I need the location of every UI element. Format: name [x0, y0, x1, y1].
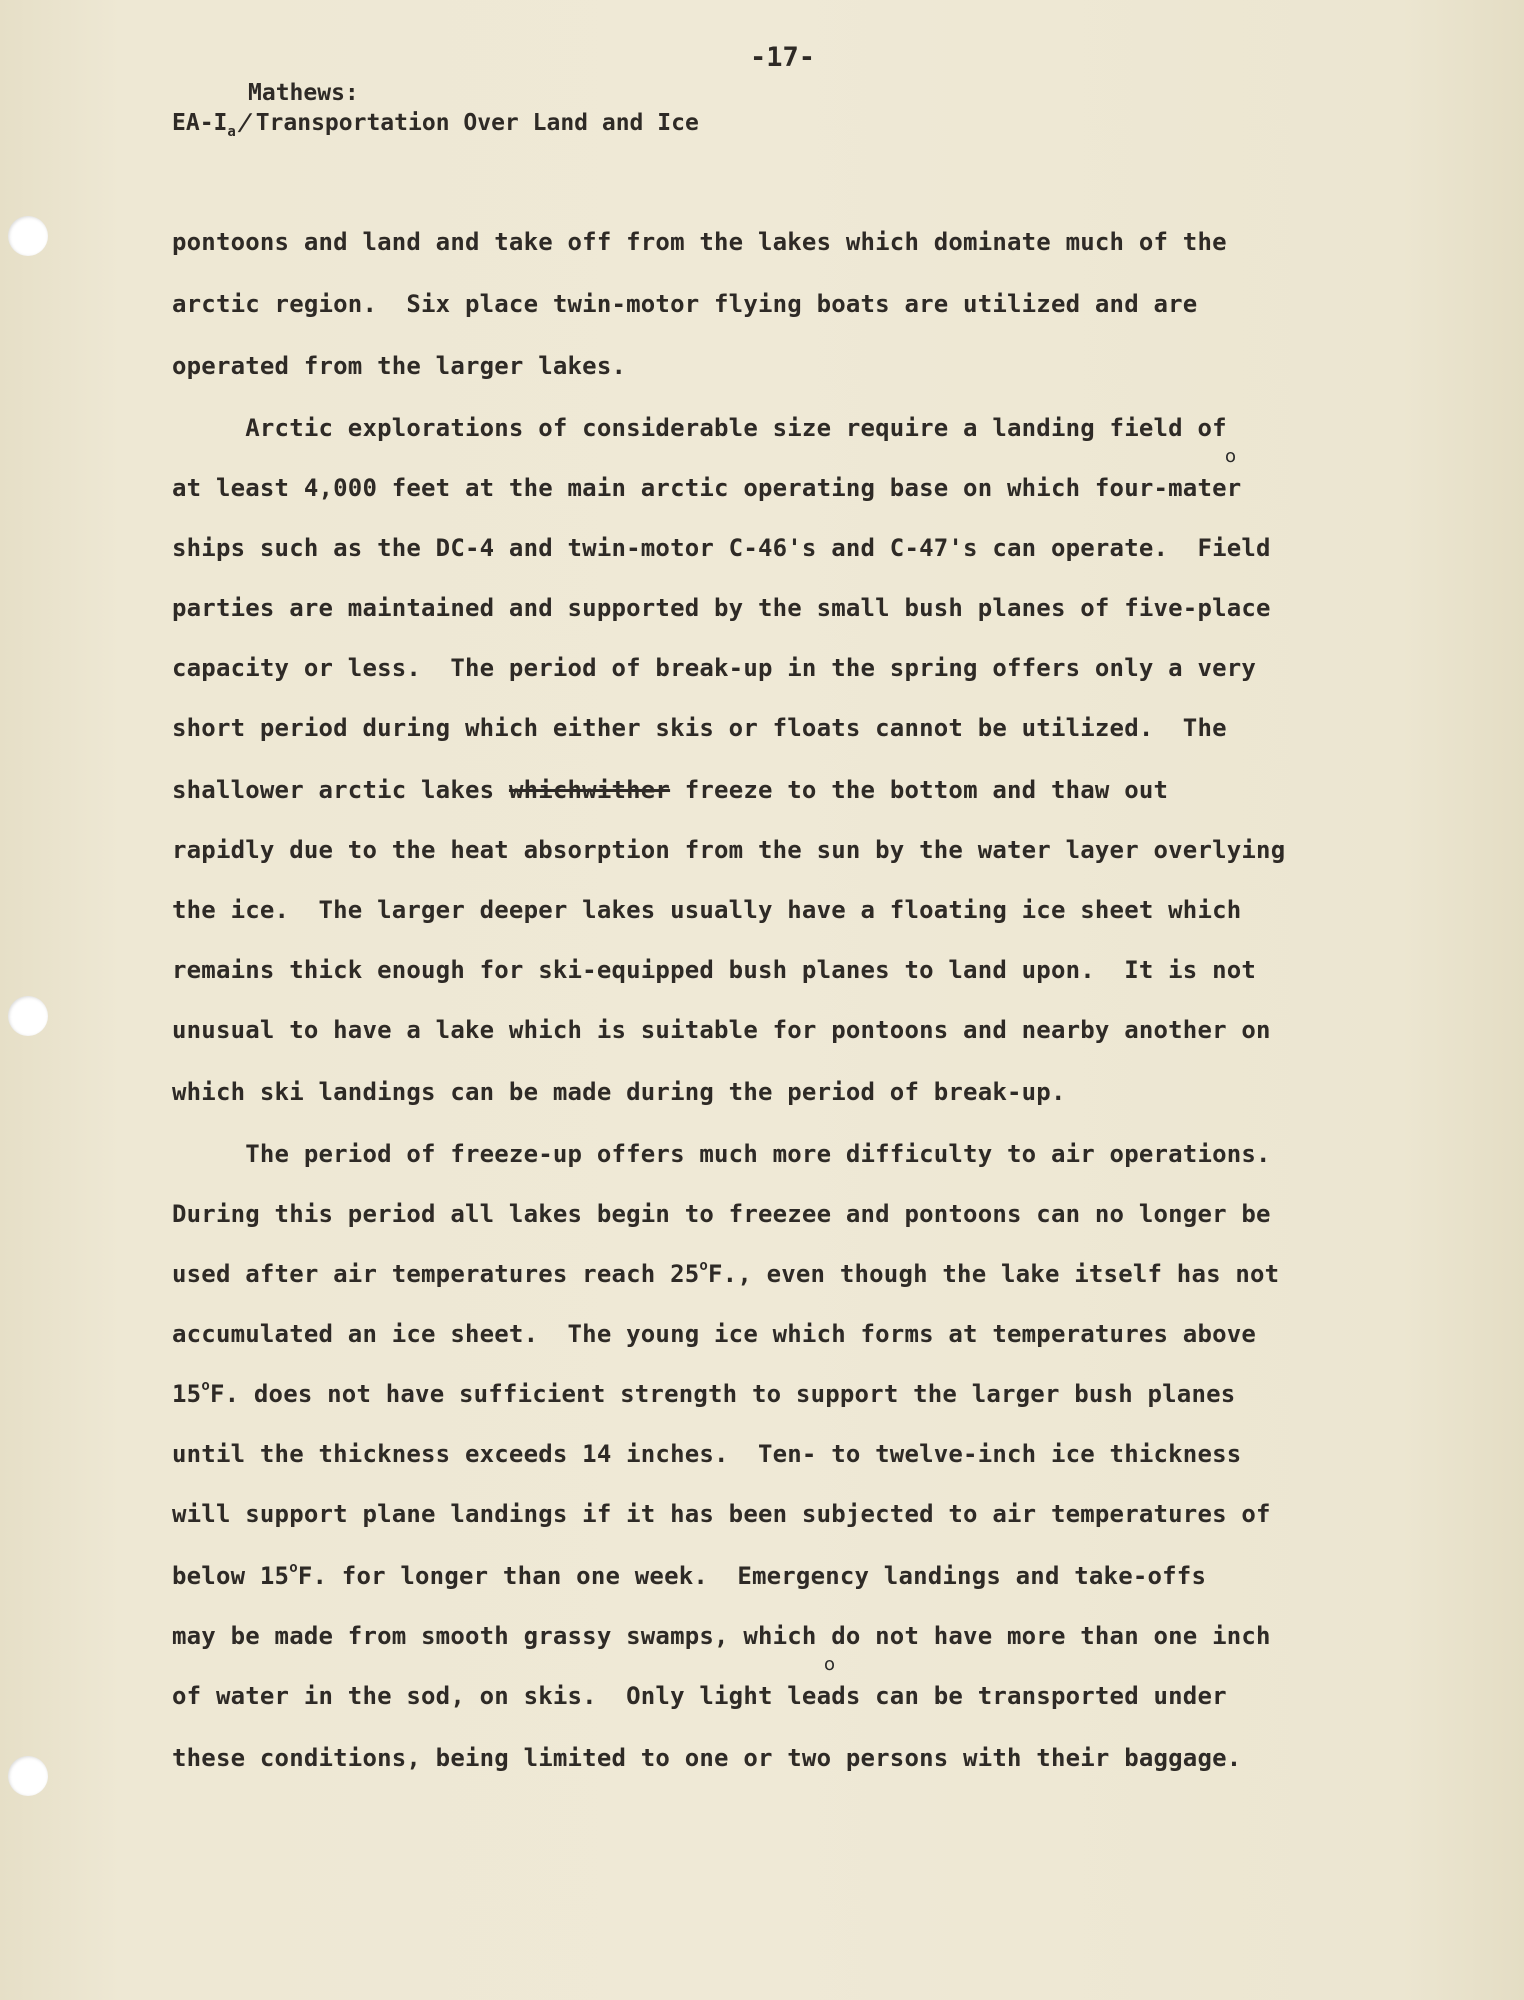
body-line: these conditions, being limited to one or two persons with their baggage.: [172, 1744, 1242, 1772]
line-text: freeze to the bottom and thaw out: [670, 776, 1169, 804]
degree-sign: o: [289, 1560, 298, 1576]
line-text: 15: [172, 1380, 202, 1408]
handwritten-correction-loads: o: [824, 1654, 836, 1675]
body-line: until the thickness exceeds 14 inches. Ten- to twelve-inch ice thickness: [172, 1440, 1242, 1468]
body-line: [172, 1562, 1352, 1590]
handwritten-correction-motor: o: [1225, 446, 1237, 467]
body-line: pontoons and land and take off from the lakes which dominate much of the: [172, 228, 1227, 256]
section-code-subscript: a: [227, 124, 236, 140]
body-line: ships such as the DC-4 and twin-motor C-46's and C-47's can operate. Field: [172, 534, 1271, 562]
body-line: may be made from smooth grassy swamps, which do not have more than one inch: [172, 1622, 1271, 1650]
line-text: F. for longer than one week. Emergency landings and take-offs: [297, 1562, 1207, 1590]
punch-hole-top: [8, 216, 48, 256]
body-line: capacity or less. The period of break-up in the spring offers only a very: [172, 654, 1257, 682]
body-line: [172, 1260, 1352, 1288]
handwritten-slash: /: [235, 110, 254, 136]
body-line: remains thick enough for ski-equipped bush planes to land upon. It is not: [172, 956, 1257, 984]
body-line: Arctic explorations of considerable size require a landing field of: [172, 414, 1227, 442]
body-line: operated from the larger lakes.: [172, 352, 627, 380]
body-line: accumulated an ice sheet. The young ice which forms at temperatures above: [172, 1320, 1257, 1348]
degree-sign: o: [699, 1258, 709, 1274]
page-number: -17-: [750, 42, 816, 73]
line-text: used after air temperatures reach 25: [172, 1260, 700, 1288]
line-text: below 15: [172, 1562, 290, 1590]
body-line: of water in the sod, on skis. Only light leads can be transported under: [172, 1682, 1227, 1710]
body-line: parties are maintained and supported by the small bush planes of five-place: [172, 594, 1271, 622]
body-line: at least 4,000 feet at the main arctic operating base on which four-mater: [172, 474, 1242, 502]
section-title: Transportation Over Land and Ice: [255, 110, 699, 136]
body-line: which ski landings can be made during the period of break-up.: [172, 1078, 1066, 1106]
body-line: the ice. The larger deeper lakes usually have a floating ice sheet which: [172, 896, 1242, 924]
body-line: [172, 776, 1352, 804]
line-text: shallower arctic lakes: [172, 776, 509, 804]
body-line: arctic region. Six place twin-motor flying boats are utilized and are: [172, 290, 1198, 318]
body-line: [172, 1380, 1352, 1408]
body-line: will support plane landings if it has been subjected to air temperatures of: [172, 1500, 1271, 1528]
section-heading: [172, 110, 699, 140]
degree-sign: o: [201, 1378, 210, 1394]
body-line: unusual to have a lake which is suitable for pontoons and nearby another on: [172, 1016, 1271, 1044]
author-name: Mathews:: [248, 80, 359, 106]
line-text: F., even though the lake itself has not: [708, 1260, 1280, 1288]
body-line: short period during which either skis or floats cannot be utilized. The: [172, 714, 1227, 742]
body-line: The period of freeze-up offers much more difficulty to air operations.: [172, 1140, 1271, 1168]
section-code: EA-I: [172, 110, 228, 136]
struck-text: whichwither: [508, 776, 671, 804]
line-text: F. does not have sufficient strength to support the larger bush planes: [209, 1380, 1236, 1408]
body-line: rapidly due to the heat absorption from the sun by the water layer overlying: [172, 836, 1286, 864]
punch-hole-middle: [8, 996, 48, 1036]
body-line: During this period all lakes begin to freezee and pontoons can no longer be: [172, 1200, 1271, 1228]
punch-hole-bottom: [8, 1756, 48, 1796]
